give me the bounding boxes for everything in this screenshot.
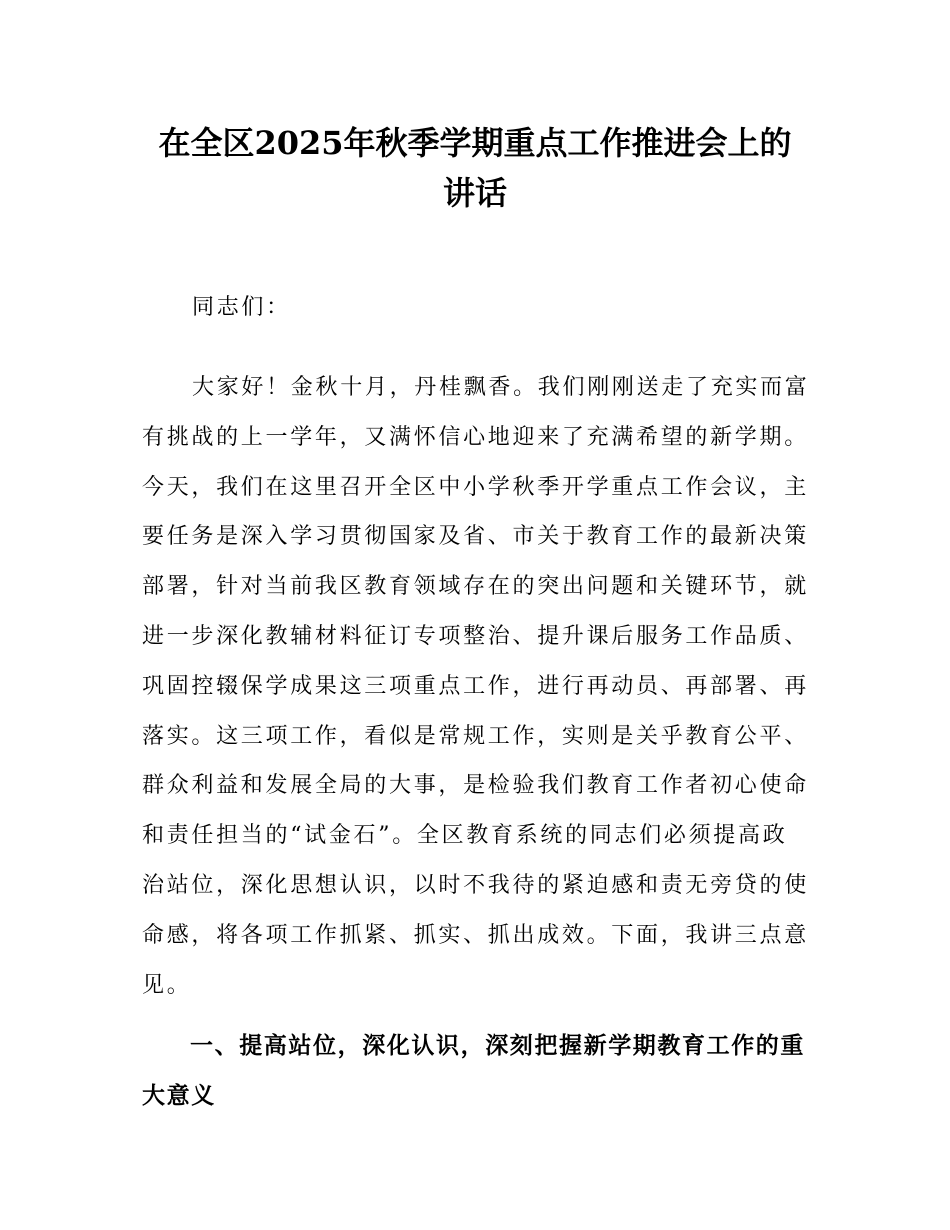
paragraph-line: 进一步深化教辅材料征订专项整治、提升课后服务工作品质、 <box>142 623 809 649</box>
title-line: 在全区2025年秋季学期重点工作推进会上的 <box>158 124 792 162</box>
greeting-text: 同志们： <box>192 295 291 320</box>
paragraph-line: 大家好！金秋十月，丹桂飘香。我们刚刚送走了充实而富 <box>192 375 810 400</box>
greeting <box>142 283 822 333</box>
paragraph-line: 群众利益和发展全局的大事，是检验我们教育工作者初心使命 <box>142 773 809 799</box>
heading-line: 大意义 <box>142 1082 216 1109</box>
paragraph-line: 今天，我们在这里召开全区中小学秋季开学重点工作会议，主 <box>142 474 809 500</box>
paragraph-line: 治站位，深化思想认识，以时不我待的紧迫感和责无旁贷的使 <box>142 872 809 898</box>
title-line: 讲话 <box>442 174 507 212</box>
section-heading <box>142 1022 805 1122</box>
paragraph-line: 落实。这三项工作，看似是常规工作，实则是关乎教育公平、 <box>142 723 809 749</box>
paragraph-line: 见。 <box>142 972 192 998</box>
document-title <box>100 118 850 218</box>
paragraph-line: 命感，将各项工作抓紧、抓实、抓出成效。下面，我讲三点意 <box>142 922 809 948</box>
opening-paragraph <box>142 363 822 1010</box>
paragraph-line: 要任务是深入学习贯彻国家及省、市关于教育工作的最新决策 <box>142 524 809 550</box>
paragraph-line: 部署，针对当前我区教育领域存在的突出问题和关键环节，就 <box>142 574 809 600</box>
paragraph-line: 有挑战的上一学年，又满怀信心地迎来了充满希望的新学期。 <box>142 424 809 450</box>
heading-line: 一、提高站位，深化认识，深刻把握新学期教育工作的重 <box>190 1033 805 1059</box>
paragraph-line: 巩固控辍保学成果这三项重点工作，进行再动员、再部署、再 <box>142 673 809 699</box>
paragraph-line: 和责任担当的“试金石”。全区教育系统的同志们必须提高政 <box>142 823 788 849</box>
